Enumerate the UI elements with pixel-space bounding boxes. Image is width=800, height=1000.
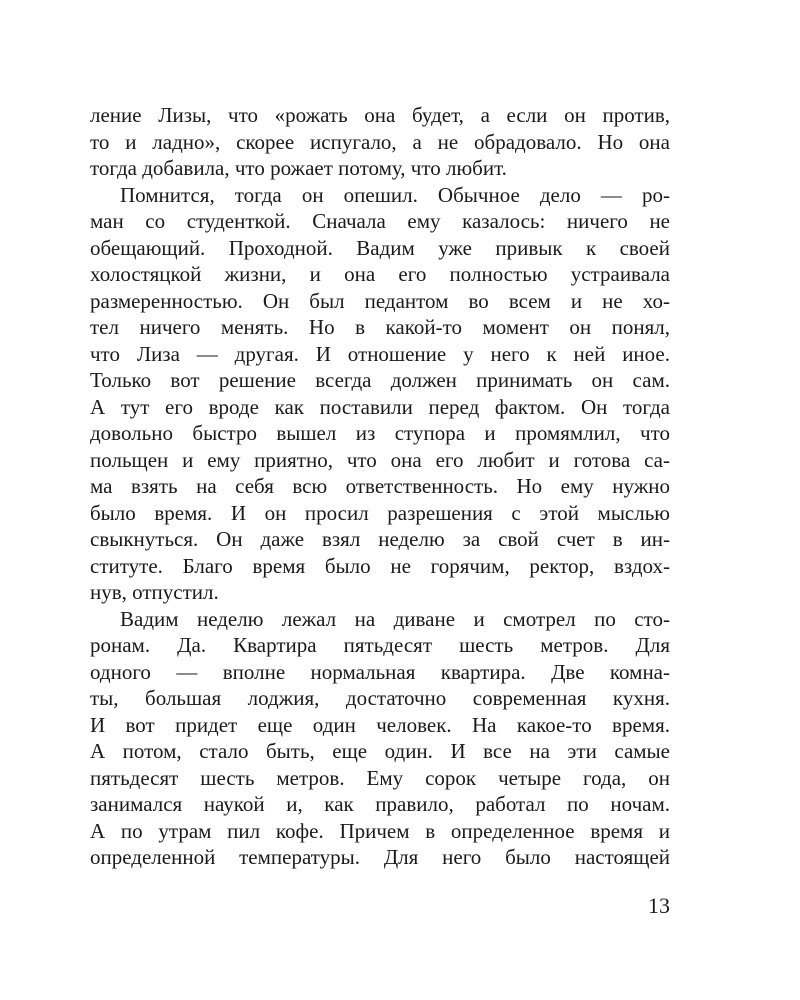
text-line: то и ладно», скорее испугало, а не обрадовало. Но она [90, 129, 670, 154]
text-line: пятьдесят шесть метров. Ему сорок четыре года, он [90, 765, 670, 790]
text-line: ма взять на себя всю ответственность. Но ему нужно [90, 474, 670, 498]
text-line: Вадим неделю лежал на диване и смотрел по сто- [120, 606, 670, 631]
text-line: ституте. Благо время было не горячим, ректор, вздох- [90, 553, 670, 578]
text-line: что Лиза — другая. И отношение у него к ней иное. [90, 341, 670, 366]
text-line: определенной температуры. Для него было настоящей [90, 845, 670, 869]
text-line: А тут его вроде как поставили перед фактом. Он тогда [90, 394, 670, 419]
text-line: И вот придет еще один человек. На какое-то время. [90, 712, 670, 737]
text-line: Только вот решение всегда должен принимать он сам. [90, 368, 670, 392]
text-line: размеренностью. Он был педантом во всем и не хо- [90, 288, 670, 313]
text-line: тогда добавила, что рожает потому, что любит. [90, 156, 507, 180]
text-line: А по утрам пил кофе. Причем в определенное время и [90, 818, 670, 843]
text-line: свыкнуться. Он даже взял неделю за свой счет в ин- [90, 527, 670, 551]
text-line: ты, большая лоджия, достаточно современная кухня. [90, 686, 670, 710]
text-line: холостяцкой жизни, и она его полностью устраивала [90, 262, 670, 286]
text-line: тел ничего менять. Но в какой-то момент он понял, [90, 315, 670, 339]
text-line: Помнится, тогда он опешил. Обычное дело — ро- [120, 182, 670, 207]
page-number: 13 [648, 893, 670, 918]
text-line: занимался наукой и, как правило, работал по ночам. [90, 792, 670, 816]
text-line: польщен и ему приятно, что она его любит и готова са- [90, 447, 670, 472]
text-line: довольно быстро вышел из ступора и промямлил, что [90, 421, 670, 445]
text-line: ман со студенткой. Сначала ему казалось: ничего не [90, 209, 670, 233]
text-line: нув, отпустил. [90, 580, 219, 604]
body-text [90, 102, 670, 871]
text-line: обещающий. Проходной. Вадим уже привык к своей [90, 235, 670, 260]
text-line: было время. И он просил разрешения с этой мыслью [90, 500, 670, 525]
text-line: А потом, стало быть, еще один. И все на эти самые [90, 739, 670, 763]
text-line: ление Лизы, что «рожать она будет, а если он против, [90, 103, 670, 127]
text-line: одного — вполне нормальная квартира. Две комна- [90, 659, 670, 684]
text-line: ронам. Да. Квартира пятьдесят шесть метров. Для [90, 633, 670, 657]
